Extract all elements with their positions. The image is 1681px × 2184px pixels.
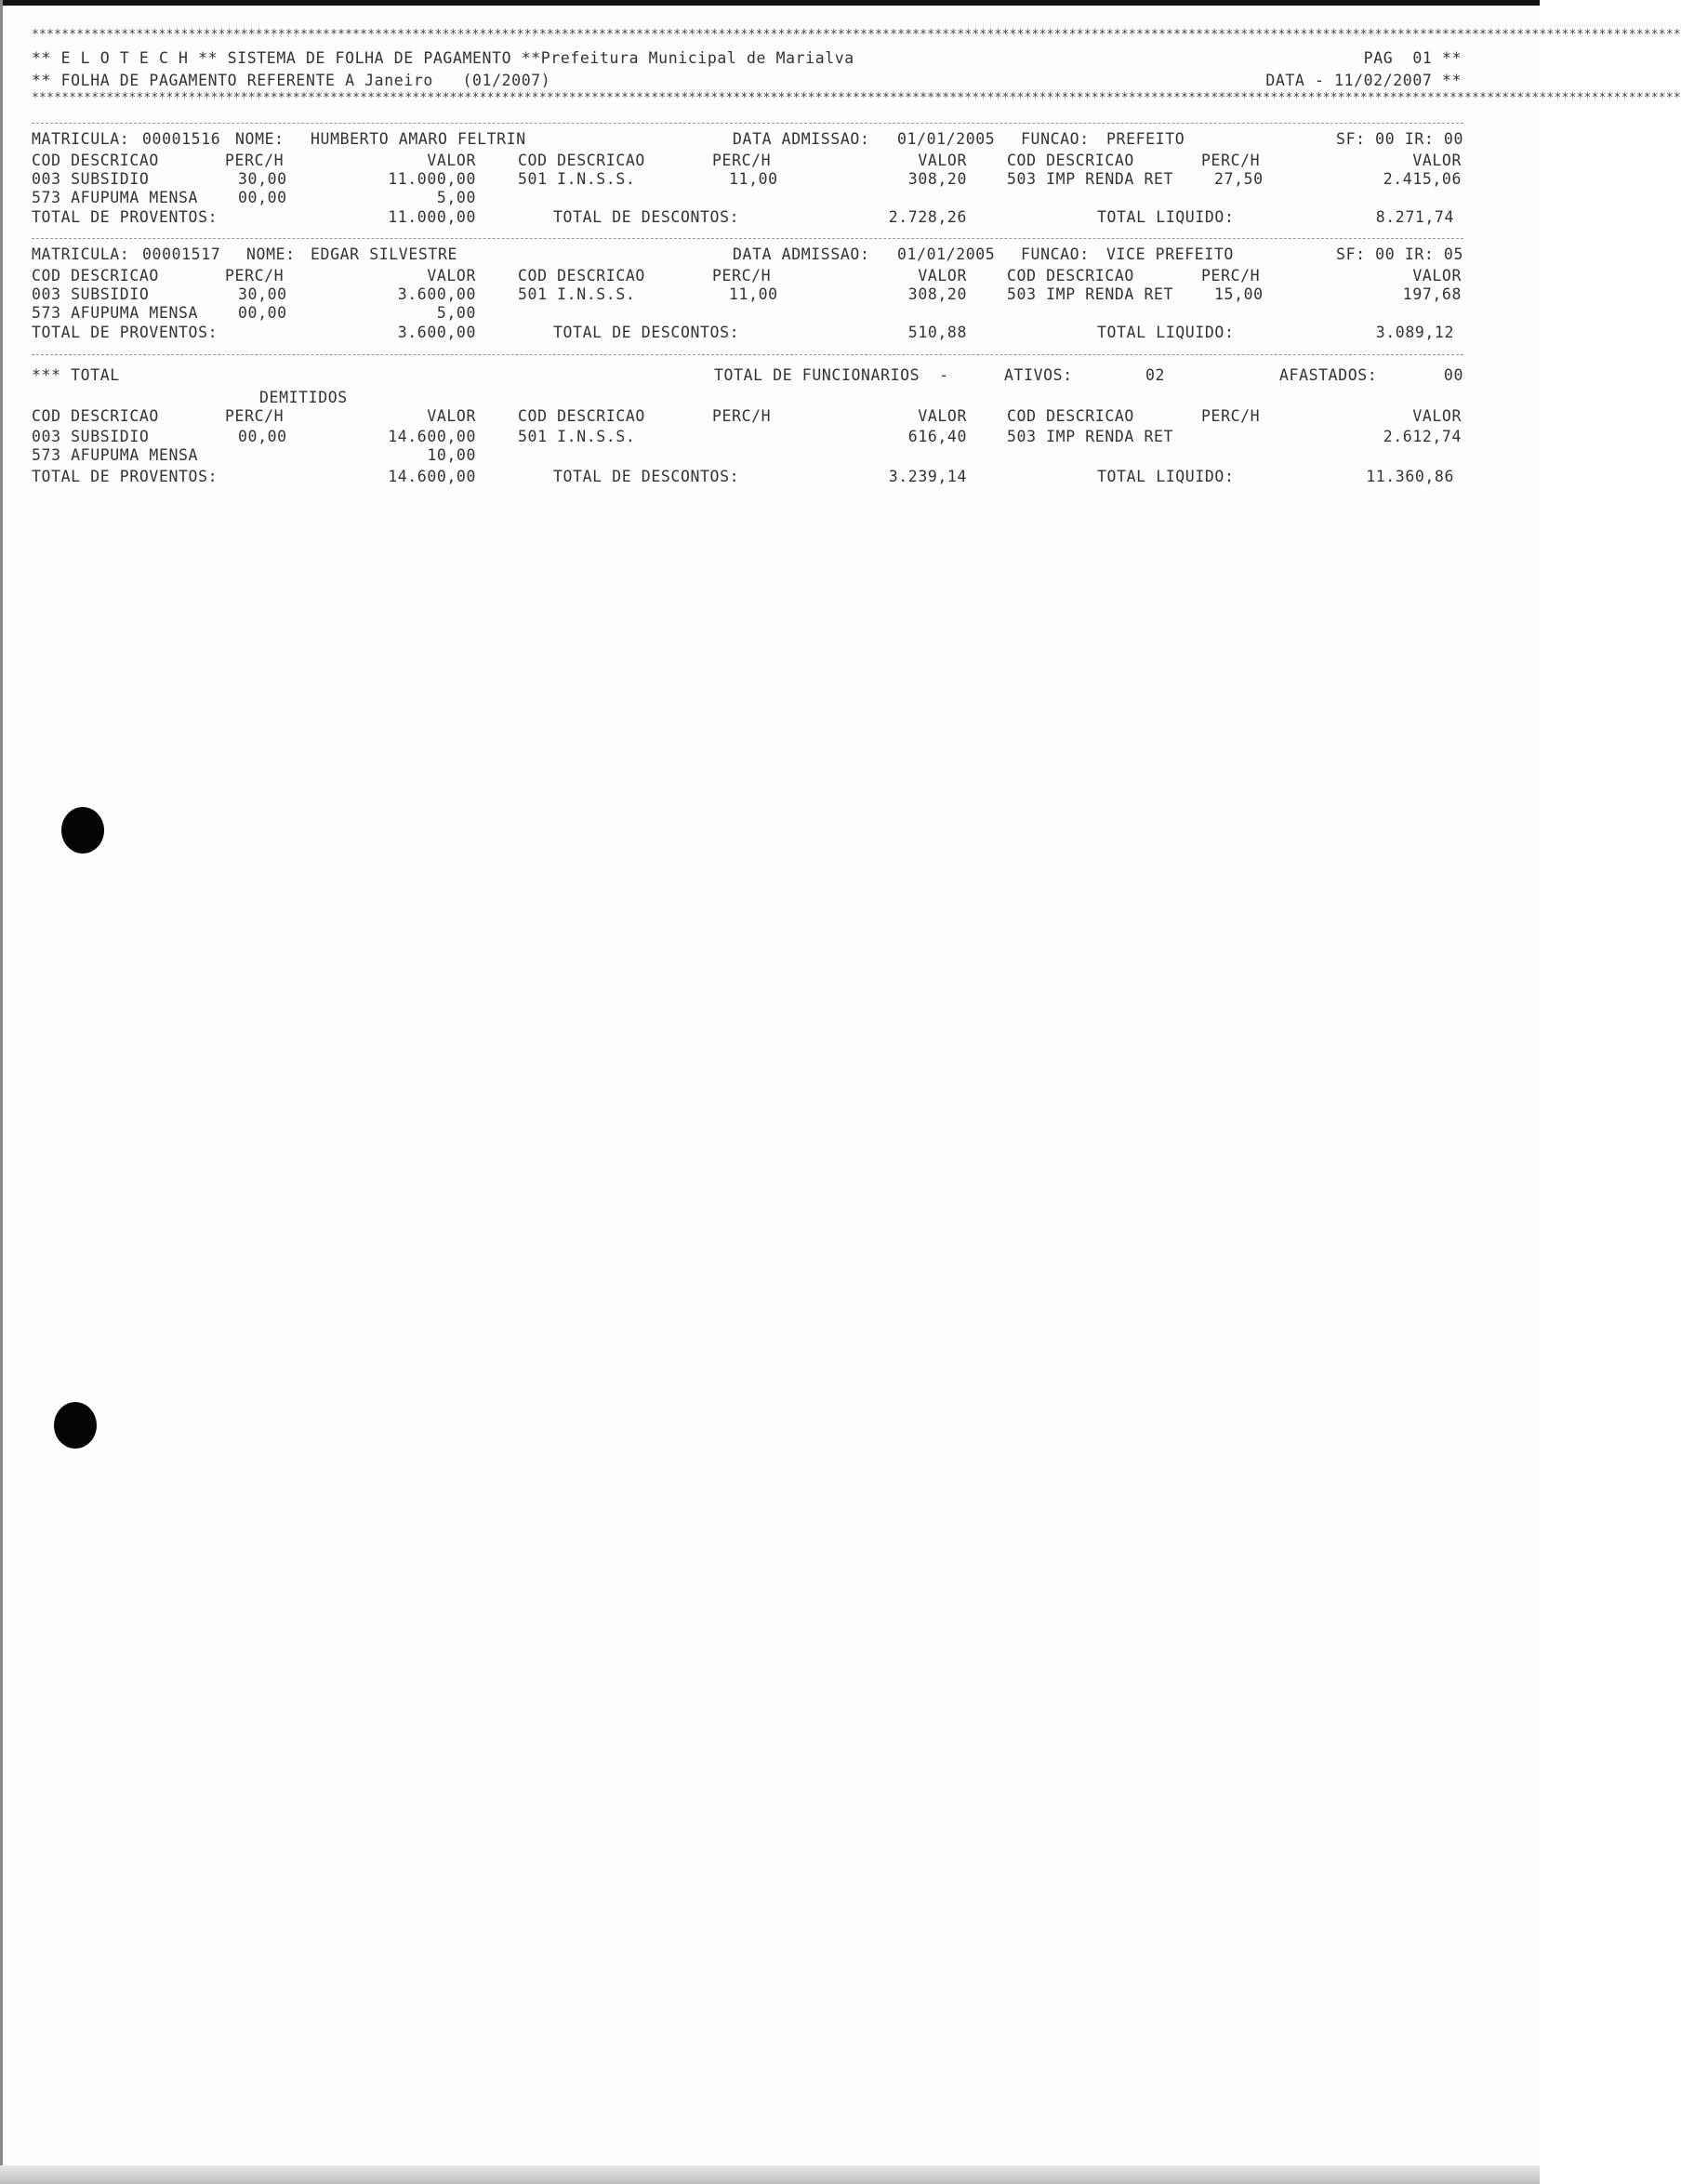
desconto-valor: 2.415,06	[1383, 170, 1462, 188]
funcao-value: VICE PREFEITO	[1106, 245, 1234, 263]
col-valor: VALOR	[1412, 152, 1462, 169]
desconto-valor: 308,20	[907, 285, 967, 303]
col-valor: VALOR	[427, 407, 476, 425]
col-cod-descricao: COD DESCRICAO	[518, 267, 645, 285]
total-proventos-label: TOTAL DE PROVENTOS:	[32, 468, 218, 485]
col-perc-h: PERC/H	[225, 152, 285, 169]
scan-top-border	[0, 0, 1540, 6]
data-admissao-value: 01/01/2005	[897, 245, 996, 263]
demitidos-label: DEMITIDOS	[259, 389, 348, 406]
provento-desc: 003 SUBSIDIO	[32, 428, 150, 445]
col-perc-h: PERC/H	[1201, 267, 1261, 285]
report-title: ** E L O T E C H ** SISTEMA DE FOLHA DE PAGAMENTO **Prefeitura Municipal de Marialva	[32, 49, 854, 67]
col-cod-descricao: COD DESCRICAO	[32, 152, 159, 169]
data-admissao-value: 01/01/2005	[897, 130, 996, 148]
col-cod-descricao: COD DESCRICAO	[518, 152, 645, 169]
total-liquido-value: 8.271,74	[1375, 208, 1454, 226]
ativos-value: 02	[1145, 366, 1166, 384]
col-valor: VALOR	[918, 407, 967, 425]
desconto-desc: 501 I.N.S.S.	[518, 428, 636, 445]
funcao-value: PREFEITO	[1106, 130, 1185, 148]
desconto-perc: 15,00	[1214, 285, 1264, 303]
provento-perc: 30,00	[238, 170, 287, 188]
total-section-label: *** TOTAL	[32, 366, 120, 384]
col-perc-h: PERC/H	[225, 267, 285, 285]
col-cod-descricao: COD DESCRICAO	[32, 267, 159, 285]
col-perc-h: PERC/H	[712, 267, 772, 285]
total-proventos-value: 14.600,00	[388, 468, 476, 485]
col-valor: VALOR	[1412, 267, 1462, 285]
total-liquido-label: TOTAL LIQUIDO:	[1097, 324, 1235, 341]
total-proventos-label: TOTAL DE PROVENTOS:	[32, 324, 218, 341]
col-valor: VALOR	[918, 152, 967, 169]
total-descontos-label: TOTAL DE DESCONTOS:	[553, 324, 740, 341]
col-perc-h: PERC/H	[1201, 407, 1261, 425]
afastados-value: 00	[1443, 366, 1463, 384]
afastados-label: AFASTADOS:	[1279, 366, 1378, 384]
matricula-label: MATRICULA:	[32, 245, 130, 263]
matricula-value: 00001516	[142, 130, 221, 148]
provento-desc: 573 AFUPUMA MENSA	[32, 189, 199, 206]
desconto-perc: 11,00	[729, 285, 778, 303]
divider	[32, 354, 1463, 355]
col-cod-descricao: COD DESCRICAO	[1007, 267, 1134, 285]
sf-ir: SF: 00 IR: 05	[1336, 245, 1463, 263]
funcao-label: FUNCAO:	[1021, 130, 1090, 148]
divider	[32, 238, 1463, 239]
header-star-rule-bottom: *****************************************************************************************************************************************************************************************************************************	[32, 91, 1681, 105]
total-liquido-label: TOTAL LIQUIDO:	[1097, 468, 1235, 485]
matricula-value: 00001517	[142, 245, 221, 263]
sf-ir: SF: 00 IR: 00	[1336, 130, 1463, 148]
provento-perc: 00,00	[238, 428, 287, 445]
data-admissao-label: DATA ADMISSAO:	[733, 245, 870, 263]
total-descontos-value: 2.728,26	[888, 208, 967, 226]
scan-left-edge	[0, 0, 3, 2184]
col-valor: VALOR	[427, 152, 476, 169]
desconto-desc: 501 I.N.S.S.	[518, 170, 636, 188]
col-valor: VALOR	[1412, 407, 1462, 425]
provento-valor: 5,00	[436, 304, 476, 322]
total-descontos-label: TOTAL DE DESCONTOS:	[553, 468, 740, 485]
desconto-valor: 616,40	[907, 428, 967, 445]
nome-label: NOME:	[235, 130, 285, 148]
provento-desc: 003 SUBSIDIO	[32, 285, 150, 303]
provento-valor: 11.000,00	[388, 170, 476, 188]
provento-valor: 5,00	[436, 189, 476, 206]
col-cod-descricao: COD DESCRICAO	[518, 407, 645, 425]
desconto-desc: 503 IMP RENDA RET	[1007, 428, 1174, 445]
provento-valor: 10,00	[427, 446, 476, 464]
provento-perc: 30,00	[238, 285, 287, 303]
total-descontos-value: 3.239,14	[888, 468, 967, 485]
provento-valor: 14.600,00	[388, 428, 476, 445]
provento-perc: 00,00	[238, 189, 287, 206]
total-liquido-value: 11.360,86	[1366, 468, 1454, 485]
desconto-desc: 501 I.N.S.S.	[518, 285, 636, 303]
provento-desc: 573 AFUPUMA MENSA	[32, 304, 199, 322]
punch-hole	[54, 1402, 97, 1449]
desconto-desc: 503 IMP RENDA RET	[1007, 285, 1174, 303]
col-cod-descricao: COD DESCRICAO	[1007, 407, 1134, 425]
desconto-perc: 11,00	[729, 170, 778, 188]
provento-perc: 00,00	[238, 304, 287, 322]
nome-label: NOME:	[246, 245, 296, 263]
col-valor: VALOR	[427, 267, 476, 285]
total-proventos-label: TOTAL DE PROVENTOS:	[32, 208, 218, 226]
col-perc-h: PERC/H	[1201, 152, 1261, 169]
employee-name: EDGAR SILVESTRE	[311, 245, 458, 263]
col-valor: VALOR	[918, 267, 967, 285]
matricula-label: MATRICULA:	[32, 130, 130, 148]
header-star-rule-top: *****************************************************************************************************************************************************************************************************************************	[32, 28, 1681, 42]
punch-hole	[61, 807, 104, 854]
desconto-desc: 503 IMP RENDA RET	[1007, 170, 1174, 188]
provento-desc: 573 AFUPUMA MENSA	[32, 446, 199, 464]
page-number: PAG 01 **	[1363, 49, 1462, 67]
col-cod-descricao: COD DESCRICAO	[1007, 152, 1134, 169]
col-perc-h: PERC/H	[225, 407, 285, 425]
provento-valor: 3.600,00	[397, 285, 476, 303]
funcao-label: FUNCAO:	[1021, 245, 1090, 263]
total-funcionarios-label: TOTAL DE FUNCIONARIOS -	[714, 366, 949, 384]
total-liquido-label: TOTAL LIQUIDO:	[1097, 208, 1235, 226]
report-date: DATA - 11/02/2007 **	[1265, 72, 1462, 89]
total-descontos-value: 510,88	[907, 324, 967, 341]
data-admissao-label: DATA ADMISSAO:	[733, 130, 870, 148]
divider	[32, 123, 1463, 124]
scan-bottom-border	[0, 2165, 1540, 2184]
ativos-label: ATIVOS:	[1004, 366, 1073, 384]
total-proventos-value: 11.000,00	[388, 208, 476, 226]
total-descontos-label: TOTAL DE DESCONTOS:	[553, 208, 740, 226]
col-perc-h: PERC/H	[712, 407, 772, 425]
desconto-valor: 197,68	[1402, 285, 1462, 303]
total-proventos-value: 3.600,00	[397, 324, 476, 341]
total-liquido-value: 3.089,12	[1375, 324, 1454, 341]
employee-name: HUMBERTO AMARO FELTRIN	[311, 130, 526, 148]
col-cod-descricao: COD DESCRICAO	[32, 407, 159, 425]
desconto-perc: 27,50	[1214, 170, 1264, 188]
provento-desc: 003 SUBSIDIO	[32, 170, 150, 188]
col-perc-h: PERC/H	[712, 152, 772, 169]
desconto-valor: 2.612,74	[1383, 428, 1462, 445]
report-reference: ** FOLHA DE PAGAMENTO REFERENTE A Janeiro (01/2007)	[32, 72, 551, 89]
desconto-valor: 308,20	[907, 170, 967, 188]
